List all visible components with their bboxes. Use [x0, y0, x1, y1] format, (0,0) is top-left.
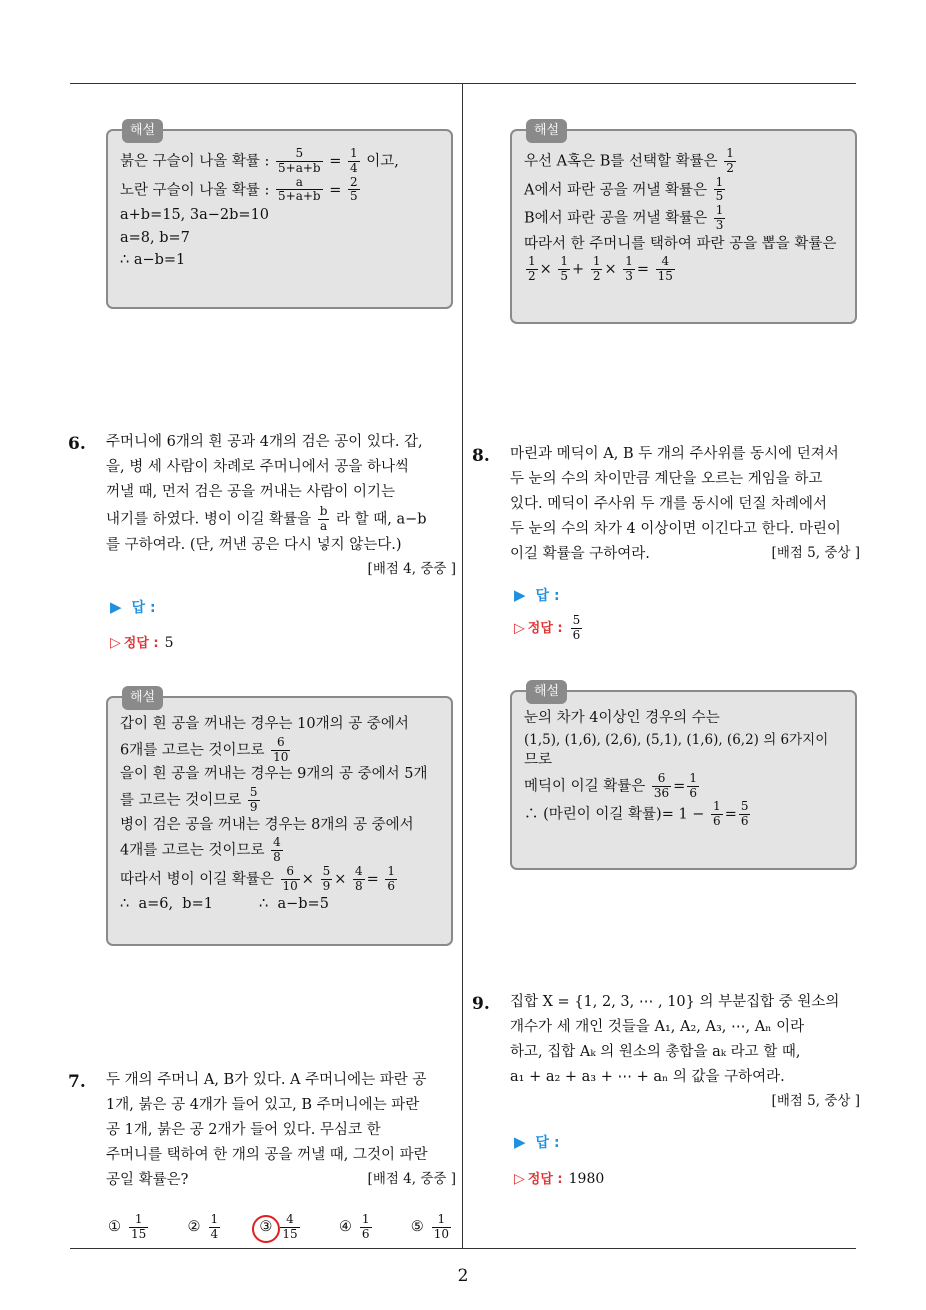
solution-line: 따라서 병이 이길 확률은 $\frac{6}{10}$ × $\frac{5}{9}$ × $\frac{4}{8}$ = $\frac{1}{6}$: [120, 864, 396, 893]
solution-line: A에서 파란 공을 꺼낼 확률은 $\frac{1}{5}$: [524, 174, 724, 204]
question-number: 8.: [472, 446, 490, 466]
answer-field-q8[interactable]: ▶ 답 :: [514, 586, 560, 604]
score-meta: [배점 4, 중중 ]: [367, 1170, 456, 1187]
solution-line: 갑이 흰 공을 꺼내는 경우는 10개의 공 중에서: [120, 716, 409, 732]
solution-line: 따라서 한 주머니를 택하여 파란 공을 뽑을 확률은: [524, 235, 837, 252]
solution-line: 를 고르는 것이므로 $\frac{5}{9}$: [120, 785, 258, 814]
solution-line: 병이 검은 공을 꺼내는 경우는 8개의 공 중에서: [120, 816, 414, 833]
solution-line: $\frac{1}{2}$ × $\frac{1}{5}$ + $\frac{1}{2}$ × $\frac{1}{3}$ = $\frac{4}{15}$: [528, 254, 673, 284]
correct-answer-q8: ▷ 정답 : $\frac{5}{6}$: [514, 613, 581, 642]
solution-line: 메딕이 이길 확률은 $\frac{6}{36}$ = $\frac{1}{6}$: [524, 770, 697, 800]
solution-line: ∴ a−b=1: [120, 252, 186, 269]
score-meta: [배점 5, 중상 ]: [771, 1092, 860, 1109]
choices-q7: [108, 1213, 453, 1242]
solution-line: 눈의 차가 4이상인 경우의 수는: [524, 710, 720, 726]
answer-field-q9[interactable]: ▶ 답 :: [514, 1133, 560, 1151]
solution-line: 4개를 고르는 것이므로 $\frac{4}{8}$: [120, 835, 281, 865]
solution-box-q8: [510, 684, 857, 870]
question-9: 9. 집합 X = {1, 2, 3, ⋯ , 10} 의 부분집합 중 원소의 개수가 세 개인 것들을 A₁, A₂, A₃, ⋯, Aₙ 이라 하고, 집합 Aₖ 의 원소의 총합을 aₖ 라고 할 때, a₁ + a₂ + a₃ + ⋯ + aₙ 의 값을 구하여라. [배점 5, 중상 ]: [510, 990, 860, 1113]
choice-2[interactable]: ② 1 4: [187, 1212, 219, 1241]
answer-field-q6[interactable]: ▶ 답 :: [110, 598, 156, 616]
score-meta: [배점 4, 중중 ]: [367, 561, 456, 578]
solution-line: 우선 A혹은 B를 선택할 확률은 $\frac{1}{2}$: [524, 146, 734, 175]
choice-4[interactable]: ④ 1 6: [338, 1212, 370, 1241]
solution-line: a+b=15, 3a−2b=10: [120, 207, 270, 224]
score-meta: [배점 5, 중상 ]: [771, 544, 860, 561]
solution-line: 노란 구슬이 나올 확률 : $\frac{a}{5+a+b}$ = $\frac{2}{5}$: [120, 174, 358, 204]
footer-rule: [70, 1248, 856, 1249]
question-number: 7.: [68, 1072, 86, 1092]
correct-answer-q6: ▷ 정답 : 5: [110, 635, 174, 651]
solution-line: ∴ (마린이 이길 확률)= 1 − $\frac{1}{6}$ = $\frac{5}{6}$: [524, 799, 749, 829]
header-rule: [70, 83, 856, 84]
solution-line: B에서 파란 공을 꺼낼 확률은 $\frac{1}{3}$: [524, 203, 724, 232]
correct-answer-q9: ▷ 정답 : 1980: [514, 1171, 605, 1187]
solution-line: ∴ a=6, b=1 ∴ a−b=5: [120, 895, 329, 912]
solution-line: a=8, b=7: [120, 229, 190, 246]
choice-1[interactable]: ① 1 15: [108, 1212, 147, 1241]
solution-tag: 해설: [122, 686, 163, 710]
solution-tag: 해설: [526, 119, 567, 143]
question-number: 9.: [472, 994, 490, 1014]
solution-line: 을이 흰 공을 꺼내는 경우는 9개의 공 중에서 5개: [120, 766, 428, 783]
question-8: 8. 마린과 메딕이 A, B 두 개의 주사위를 동시에 던져서 두 눈의 수의 차이만큼 계단을 오르는 게임을 하고 있다. 메딕이 주사위 두 개를 동시에 던질 차례에서 두 눈의 수의 차가 4 이상이면 이긴다고 한다. 마린이 이길 확률을 구하여라. [배점 5, 중상 ]: [510, 442, 860, 567]
solution-box-q6: [106, 690, 453, 946]
solution-tag: 해설: [122, 119, 163, 143]
choice-3[interactable]: ③ 4 15: [259, 1213, 301, 1242]
column-divider: [462, 84, 463, 1249]
solution-line: 붉은 구슬이 나올 확률 : $\frac{5}{5+a+b}$ = $\frac{1}{4}$ 이고,: [120, 146, 399, 175]
solution-line: 므로: [524, 752, 553, 768]
question-number: 6.: [68, 434, 86, 454]
page-number: 2: [457, 1266, 469, 1286]
solution-tag: 해설: [526, 680, 567, 704]
solution-box-q5: [106, 123, 453, 309]
solution-box-q7: [510, 123, 857, 324]
solution-line: 6개를 고르는 것이므로 $\frac{6}{10}$: [120, 734, 289, 764]
solution-line: (1,5), (1,6), (2,6), (5,1), (1,6), (6,2) 의 6가지이: [524, 731, 829, 748]
choice-5[interactable]: ⑤ 1 10: [410, 1212, 449, 1241]
question-7: 7. 두 개의 주머니 A, B가 있다. A 주머니에는 파란 공 1개, 붉은 공 4개가 들어 있고, B 주머니에는 파란 공 1개, 붉은 공 2개가 들어 있다. 무심코 한 주머니를 택하여 한 개의 공을 꺼낼 때, 그것이 파란 공일 확률은? [배점 4, 중중 ]: [106, 1068, 456, 1193]
question-6: 6. 주머니에 6개의 흰 공과 4개의 검은 공이 있다. 갑, 을, 병 세 사람이 차례로 주머니에서 공을 하나씩 꺼낼 때, 먼저 검은 공을 꺼내는 사람이 이기는 내기를 하였다. 병이 이길 확률을 $\frac{b}{a}$ 라 할 때, a−b 를 구하여라. (단, 꺼낸 공은 다시 넣지 않는다.) [배점 4, 중중 ]: [106, 430, 456, 582]
selected-circle-mark: [252, 1215, 280, 1243]
